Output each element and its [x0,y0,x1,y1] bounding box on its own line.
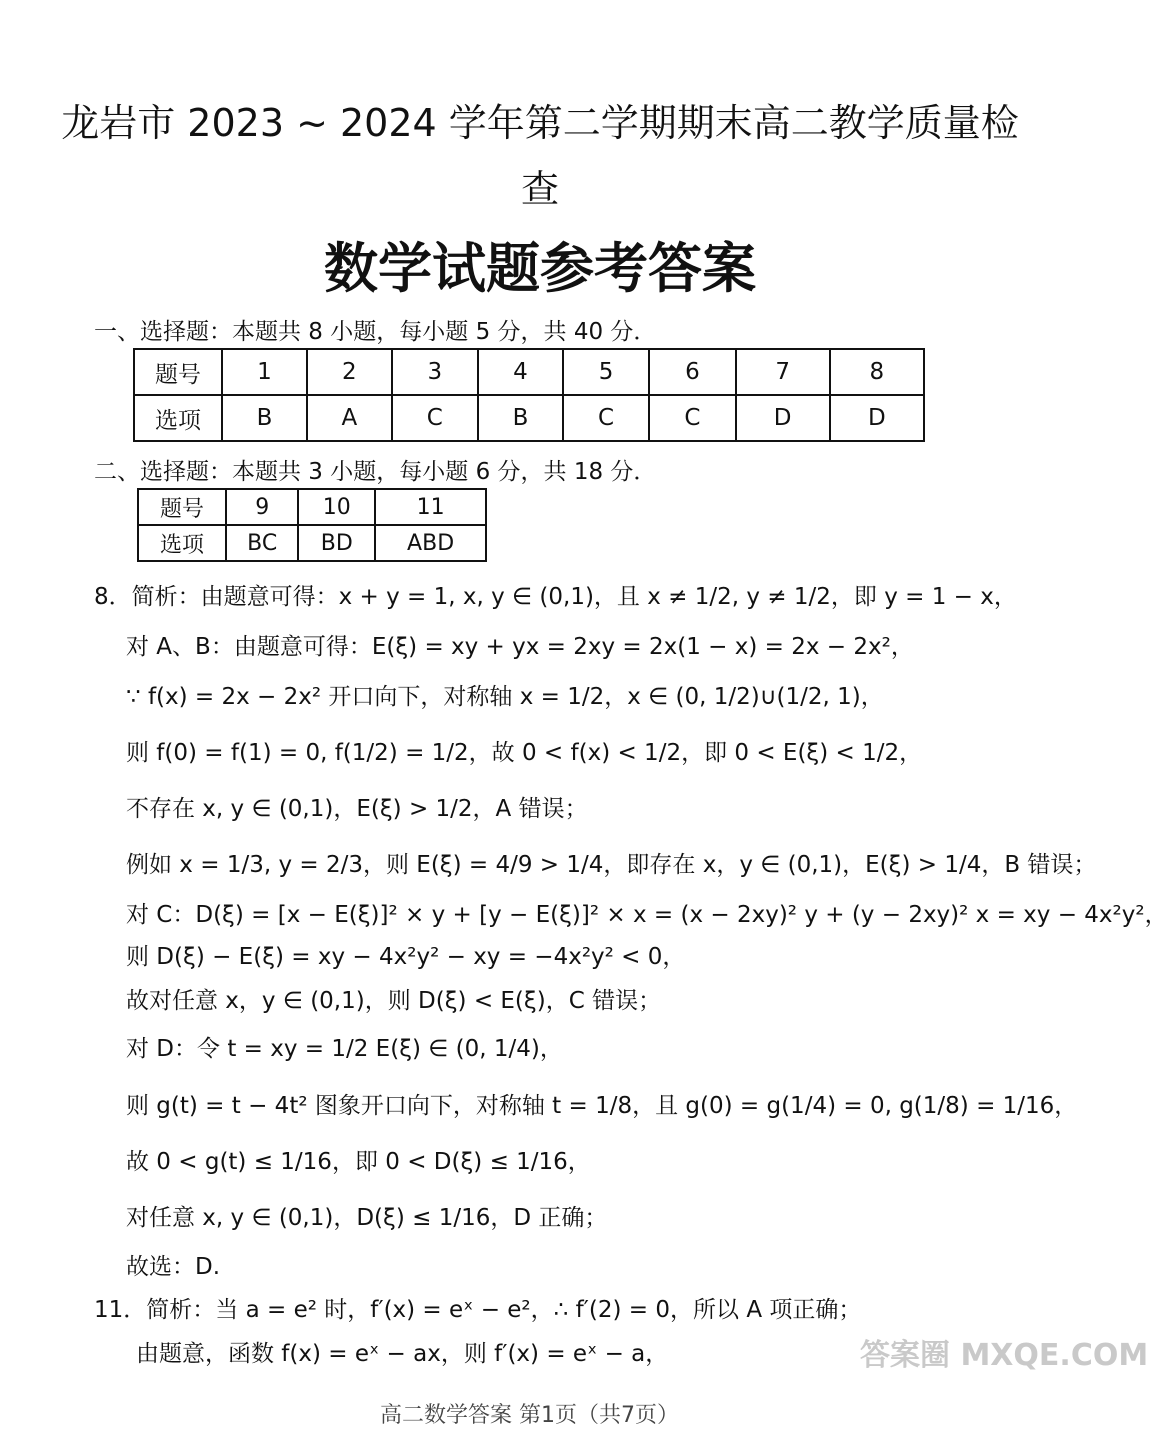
table-cell: 5 [563,349,649,395]
q8-line-10: 对 D：令 t = xy = 1/2 E(ξ) ∈ (0, 1/4)， [126,1036,563,1062]
watermark-logo: 答案圈 MXQE.COM [860,1338,1149,1373]
page-title-line-1: 龙岩市 2023 ~ 2024 学年第二学期期末高二教学质量检 [61,101,1019,145]
table-cell: C [563,395,649,441]
table-row [134,349,924,395]
answer-table-1 [133,348,925,442]
table-cell: 题号 [138,489,226,525]
q8-line-1: 8．简析：由题意可得：x + y = 1, x, y ∈ (0,1)，且 x ≠ 1/2, y ≠ 1/2，即 y = 1 − x， [94,584,1017,610]
table-cell: 9 [226,489,298,525]
q8-line-13: 对任意 x, y ∈ (0,1)，D(ξ) ≤ 1/16，D 正确； [126,1205,608,1231]
q8-line-6: 例如 x = 1/3, y = 2/3，则 E(ξ) = 4/9 > 1/4，即存在 x，y ∈ (0,1)，E(ξ) > 1/4，B 错误； [126,852,1097,878]
table-cell: 7 [736,349,830,395]
q8-line-5: 不存在 x, y ∈ (0,1)，E(ξ) > 1/2，A 错误； [126,796,588,822]
document-subtitle: 数学试题参考答案 [324,237,756,300]
q8-line-3: ∵ f(x) = 2x − 2x² 开口向下，对称轴 x = 1/2，x ∈ (0, 1/2)∪(1/2, 1)， [126,684,884,710]
q8-line-12: 故 0 < g(t) ≤ 1/16，即 0 < D(ξ) ≤ 1/16， [126,1149,591,1175]
q8-line-7: 对 C：D(ξ) = [x − E(ξ)]² × y + [y − E(ξ)]² × x = (x − 2xy)² y + (y − 2xy)² x = xy − 4x²y²， [126,902,1168,928]
q8-line-14: 故选：D. [126,1254,221,1280]
page-footer: 高二数学答案 第1页（共7页） [380,1403,679,1428]
table-row [138,525,486,561]
table-cell: B [222,395,307,441]
table-cell: C [649,395,735,441]
q8-line-8: 则 D(ξ) − E(ξ) = xy − 4x²y² − xy = −4x²y² < 0， [126,944,686,970]
page-title-line-2: 查 [520,167,559,211]
table-cell: D [736,395,830,441]
q8-line-11: 则 g(t) = t − 4t² 图象开口向下，对称轴 t = 1/8，且 g(0) = g(1/4) = 0, g(1/8) = 1/16， [126,1093,1078,1119]
table-cell: C [392,395,478,441]
table-row [138,489,486,525]
table-cell: 3 [392,349,478,395]
table-cell: 选项 [134,395,222,441]
q11-line-2: 由题意，函数 f(x) = eˣ − ax，则 f′(x) = eˣ − a， [136,1341,669,1367]
table-cell: 6 [649,349,735,395]
table-cell: 10 [298,489,375,525]
table-cell: BC [226,525,298,561]
table-cell: 8 [830,349,924,395]
section-2-heading: 二、选择题：本题共 3 小题，每小题 6 分，共 18 分． [94,459,657,485]
q8-line-9: 故对任意 x，y ∈ (0,1)，则 D(ξ) < E(ξ)，C 错误； [126,988,662,1014]
q8-line-2: 对 A、B：由题意可得：E(ξ) = xy + yx = 2xy = 2x(1 − x) = 2x − 2x²， [126,634,914,660]
table-cell: D [830,395,924,441]
table-cell: B [478,395,563,441]
table-cell: ABD [375,525,486,561]
table-cell: 11 [375,489,486,525]
answer-table-2 [137,488,487,562]
table-cell: 4 [478,349,563,395]
table-cell: BD [298,525,375,561]
table-cell: 选项 [138,525,226,561]
section-1-heading: 一、选择题：本题共 8 小题，每小题 5 分，共 40 分． [94,319,657,345]
q8-line-4: 则 f(0) = f(1) = 0, f(1/2) = 1/2，故 0 < f(x) < 1/2，即 0 < E(ξ) < 1/2， [126,740,923,766]
table-cell: A [307,395,392,441]
table-cell: 1 [222,349,307,395]
table-cell: 题号 [134,349,222,395]
q11-line-1: 11．简析：当 a = e² 时，f′(x) = eˣ − e²，∴ f′(2) = 0，所以 A 项正确； [94,1297,862,1323]
table-row [134,395,924,441]
table-cell: 2 [307,349,392,395]
